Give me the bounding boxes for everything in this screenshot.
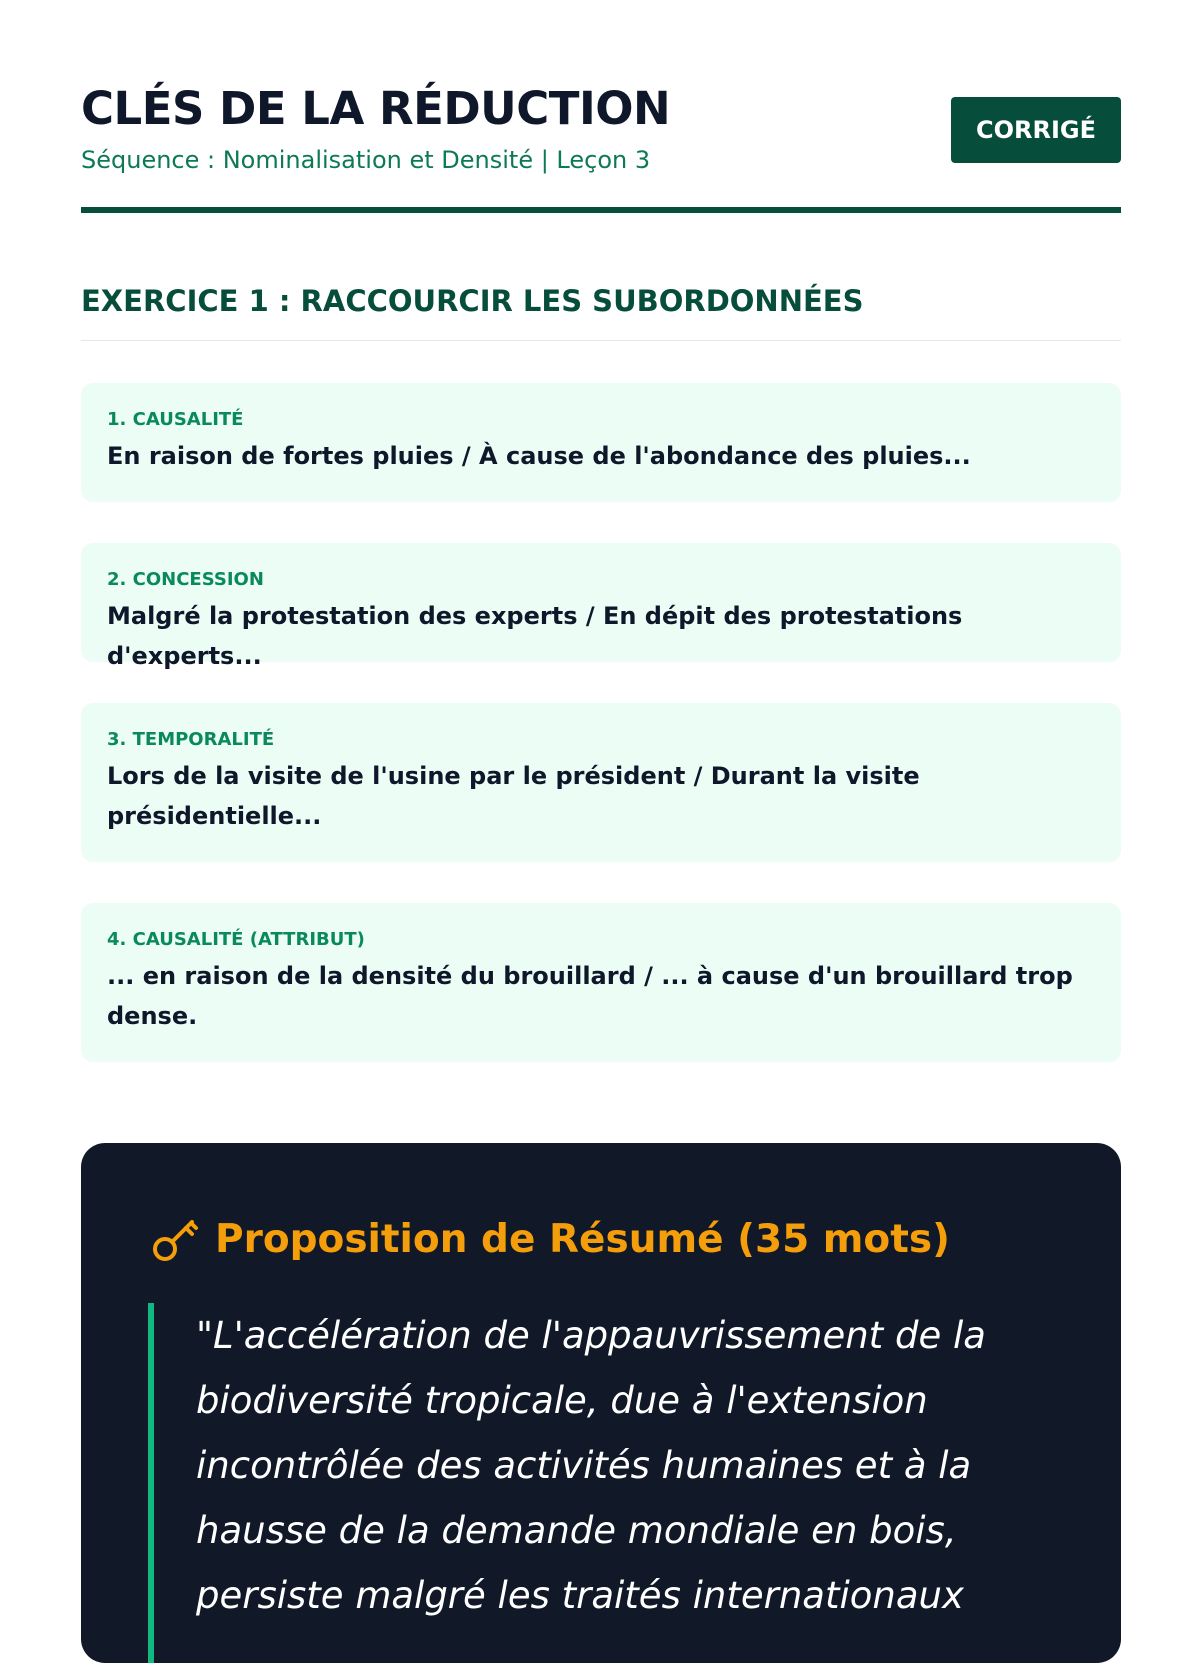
summary-panel [81, 1143, 1121, 1663]
answer-card-label: 3. TEMPORALITÉ [107, 729, 275, 750]
page-title: CLÉS DE LA RÉDUCTION [81, 82, 671, 135]
summary-header [149, 1209, 950, 1269]
answer-card-causalite-attribut [81, 903, 1121, 1062]
answer-card-concession [81, 543, 1121, 670]
answer-card-text: Lors de la visite de l'usine par le président / Durant la visite présidentielle... [107, 762, 920, 830]
exercise-divider [81, 340, 1121, 341]
page-header [81, 0, 1121, 215]
answer-card-label: 2. CONCESSION [107, 569, 264, 590]
answer-card-temporalite [81, 703, 1121, 862]
exercise-title: EXERCICE 1 : RACCOURCIR LES SUBORDONNÉES [81, 284, 864, 318]
quote-accent-bar [148, 1303, 154, 1663]
answer-card-causalite [81, 383, 1121, 502]
header-divider [81, 207, 1121, 213]
summary-quote: "L'accélération de l'appauvrissement de la biodiversité tropicale, due à l'extension incontrôlée des activités humaines et à la hausse de la demande mondiale en bois, persiste malgré les traités internationaux [196, 1314, 986, 1617]
answer-key-page [81, 0, 1121, 1617]
corrige-badge: CORRIGÉ [951, 97, 1121, 163]
answer-card-label: 1. CAUSALITÉ [107, 409, 244, 430]
summary-title: Proposition de Résumé (35 mots) [215, 1216, 950, 1262]
answer-card-text: ... en raison de la densité du brouillard / ... à cause d'un brouillard trop dense. [107, 962, 1073, 1030]
answer-card-label: 4. CAUSALITÉ (ATTRIBUT) [107, 929, 365, 950]
answer-card-text: Malgré la protestation des experts / En dépit des protestations d'experts... [107, 602, 963, 670]
page-subtitle: Séquence : Nominalisation et Densité | Leçon 3 [81, 146, 651, 174]
answer-card-text: En raison de fortes pluies / À cause de l'abondance des pluies... [107, 442, 971, 470]
key-icon [149, 1213, 201, 1265]
